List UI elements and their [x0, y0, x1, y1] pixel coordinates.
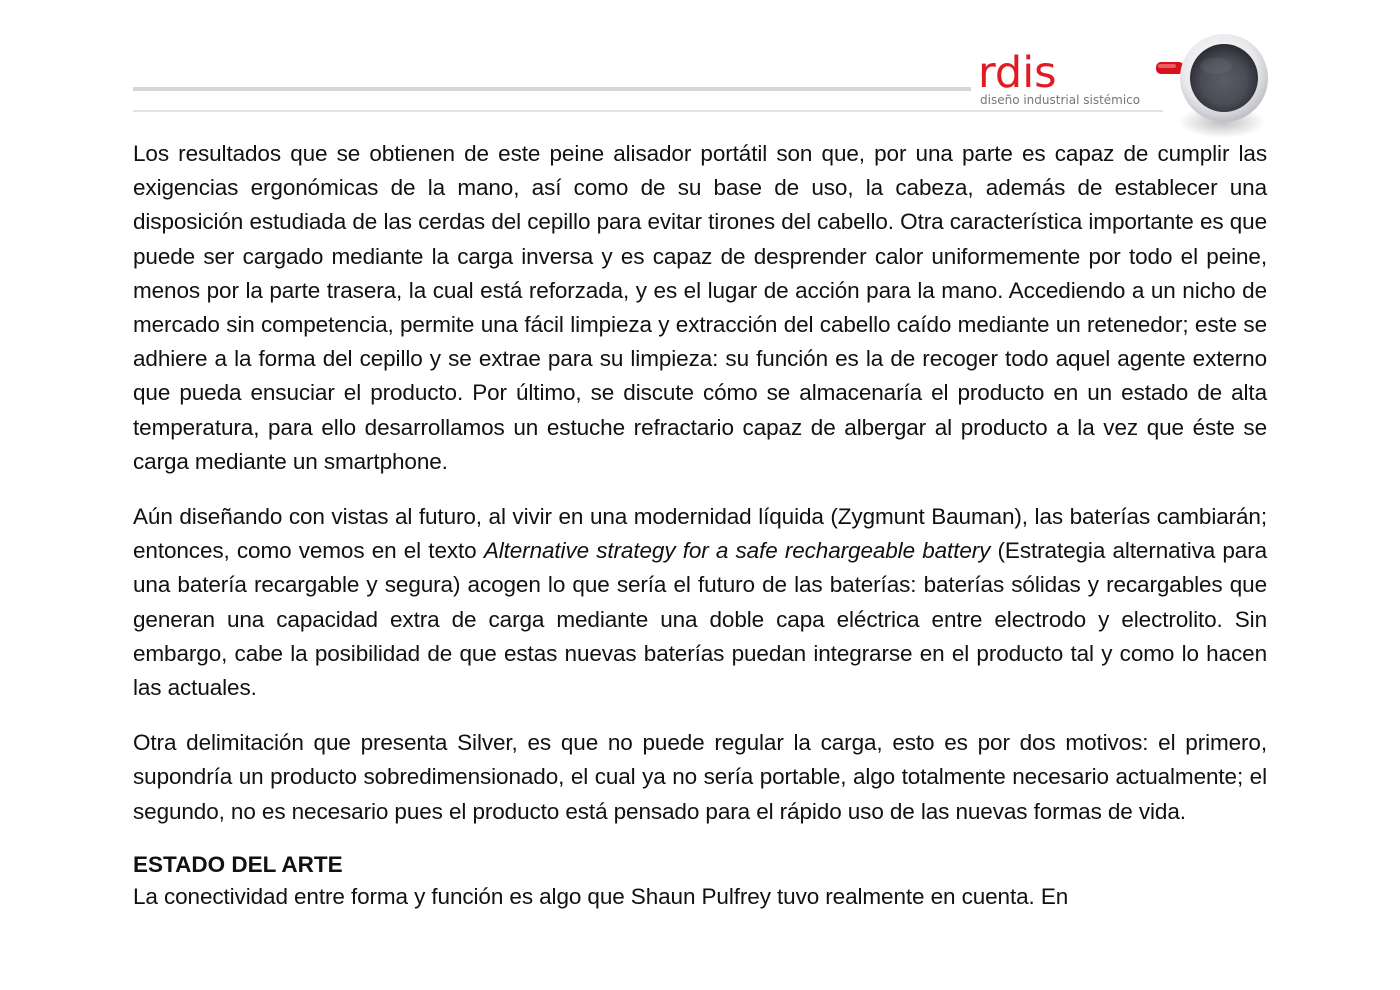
coffee-cup-icon [1152, 22, 1277, 147]
paragraph-batteries-italic-title: Alternative strategy for a safe rechargeable battery [483, 538, 991, 564]
section-heading: ESTADO DEL ARTE [133, 851, 343, 877]
document-body [133, 137, 1267, 935]
paragraph-state-of-art: La conectividad entre forma y función es algo que Shaun Pulfrey tuvo realmente en cuenta. En [133, 883, 1069, 909]
header-rule-bottom [133, 110, 1163, 112]
paragraph-batteries-text-1: Aún diseñando con vistas al futuro, al vivir en una modernidad líquida (Zygmunt Bauman), las baterías cambiarán; entonces, como vemos en el texto [133, 504, 1267, 564]
paragraph-batteries [133, 500, 1267, 705]
logo-wordmark: rdis [978, 48, 1057, 98]
header-rule-top [133, 87, 971, 91]
logo-subtitle: diseño industrial sistémico [980, 93, 1141, 107]
paragraph-batteries-text-2: (Estrategia alternativa para una batería recargable y segura) acogen lo que sería el futuro de las baterías: baterías sólidas y recargables que generan una capacidad extra de carga mediante una doble capa eléctrica entre electrodo y electrolito. Sin embargo, cabe la posibilidad de que estas nuevas baterías puedan integrarse en el producto tal y como lo hacen las actuales. [133, 538, 1268, 701]
paragraph-limitations: Otra delimitación que presenta Silver, es que no puede regular la carga, esto es por dos motivos: el primero, supondría un producto sobredimensionado, el cual ya no sería portable, algo totalmente necesario actualmente; el segundo, no es necesario pues el producto está pensado para el rápido uso de las nuevas formas de vida. [133, 730, 1267, 824]
paragraph-results: Los resultados que se obtienen de este peine alisador portátil son que, por una parte es capaz de cumplir las exigencias ergonómicas de la mano, así como de su base de uso, la cabeza, además de establecer una disposición estudiada de las cerdas del cepillo para evitar tirones del cabello. Otra característica importante es que puede ser cargado mediante la carga inversa y es capaz de desprender calor uniformemente por todo el peine, menos por la parte trasera, la cual está reforzada, y es el lugar de acción para la mano. Accediendo a un nicho de mercado sin competencia, permite una fácil limpieza y extracción del cabello caído mediante un retenedor; este se adhiere a la forma del cepillo y se extrae para su limpieza: su función es la de recoger todo aquel agente externo que pueda ensuciar el producto. Por último, se discute cómo se almacenaría el producto en un estado de alta temperatura, para ello desarrollamos un estuche refractario capaz de albergar al producto a la vez que éste se carga mediante un smartphone. [133, 141, 1267, 474]
